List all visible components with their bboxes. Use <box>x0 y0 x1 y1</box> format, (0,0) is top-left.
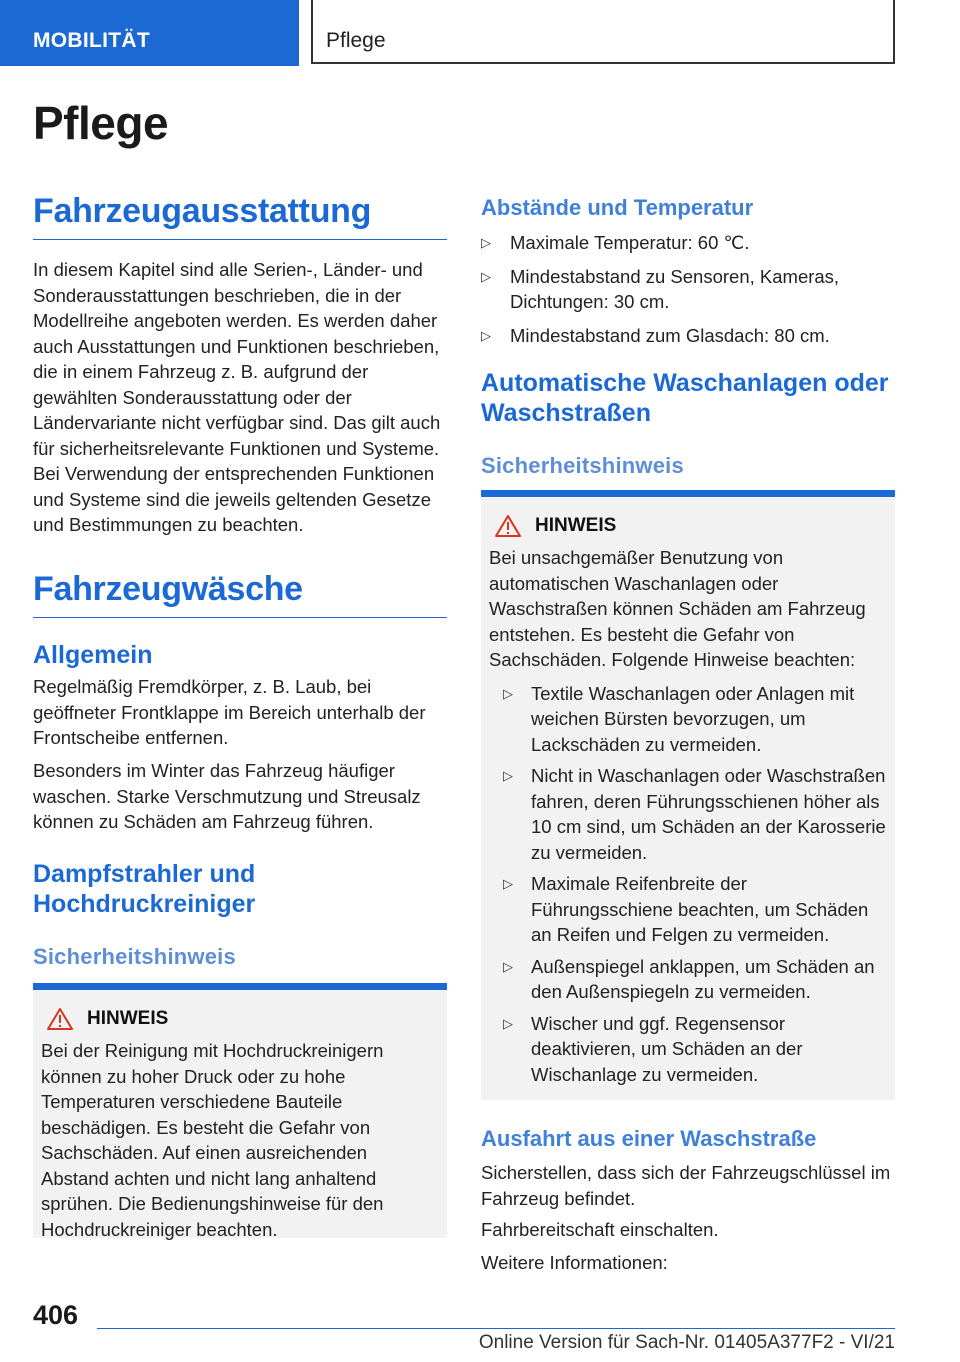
list-item: ▷ Textile Waschanlagen oder Anlagen mit weichen Bürsten bevorzugen, um Lackschäden zu vermeiden. <box>503 682 855 755</box>
list-item: ▷ Mindestabstand zu Sensoren, Kameras, Dichtungen: 30 cm. <box>481 265 840 312</box>
list-item: ▷ Maximale Reifenbreite der Führungsschiene beachten, um Schäden an Reifen und Felgen zu vermeiden. <box>503 873 869 945</box>
heading-waschanlagen: Automatische Waschanlagen oder Waschstraßen <box>481 369 889 427</box>
list-item: ▷ Maximale Temperatur: 60 ℃. <box>481 230 895 256</box>
page-header <box>0 0 960 66</box>
bullet-icon: ▷ <box>503 958 513 974</box>
heading-sicherheitshinweis-left: Sicherheitshinweis <box>33 944 236 969</box>
bullet-icon: ▷ <box>503 685 513 701</box>
paragraph-ausfahrt-2: Fahrbereitschaft einschalten. <box>481 1219 719 1240</box>
bullet-icon: ▷ <box>503 768 513 783</box>
paragraph-ausfahrt-1: Sicherstellen, dass sich der Fahrzeugschlüssel im Fahrzeug befindet. <box>481 1162 891 1209</box>
heading-ausfahrt: Ausfahrt aus einer Waschstraße <box>481 1126 817 1151</box>
bullet-icon: ▷ <box>481 268 491 284</box>
notice-box-waschanlagen <box>481 490 895 1100</box>
warning-triangle-icon <box>495 515 521 537</box>
bullet-icon: ▷ <box>481 327 491 343</box>
list-item: ▷ Wischer und ggf. Regensensor deaktivieren, um Schäden an der Wischanlage zu vermeiden. <box>503 1012 803 1085</box>
paragraph-allgemein-2: Besonders im Winter das Fahrzeug häufiger waschen. Starke Verschmutzung und Streusalz können zu Schäden am Fahrzeug führen. <box>33 760 421 832</box>
footer-divider <box>97 1328 895 1329</box>
notice-header <box>47 1008 439 1030</box>
notice-text: Bei unsachgemäßer Benutzung von automatischen Waschanlagen oder Waschstraßen können Schäden am Fahrzeug entstehen. Es besteht die Gefahr von Sachschäden. Folgende Hinweise beachten: <box>489 547 866 670</box>
notice-label: HINWEIS <box>87 1008 169 1029</box>
bullet-icon: ▷ <box>503 876 513 891</box>
footer-version-text: Online Version für Sach-Nr. 01405A377F2 - VI/21 <box>478 1332 895 1353</box>
bullet-icon: ▷ <box>503 1015 513 1031</box>
paragraph-ausfahrt-3: Weitere Informationen: <box>481 1252 668 1273</box>
heading-dampfstrahler: Dampfstrahler und Hochdruckreiniger <box>33 860 256 918</box>
notice-label: HINWEIS <box>535 515 617 536</box>
heading-abstaende: Abstände und Temperatur <box>481 195 754 220</box>
list-abstaende <box>481 230 895 354</box>
heading-allgemein: Allgemein <box>33 641 153 669</box>
notice-box-hochdruck <box>33 983 447 1238</box>
paragraph-ausstattung: In diesem Kapitel sind alle Serien-, Länder- und Sonderausstattungen beschrieben, die in der Modellreihe angeboten werden. Es werden daher auch Ausstattungen und Funktionen beschrieben, die in einem Fahrzeug z. B. aufgrund der gewählten Sonderausstattung oder der Ländervariante nicht verfügbar sind. Das gilt auch für sicherheitsrelevante Funktionen und Systeme. Bei Verwendung der entsprechenden Funktionen und Systeme sind die jeweils geltenden Gesetze und Bestimmungen zu beachten. <box>33 259 441 535</box>
heading-fahrzeugwaesche: Fahrzeugwäsche <box>33 570 447 618</box>
page-number: 406 <box>33 1300 79 1330</box>
chapter-tab[interactable]: MOBILITÄT <box>0 0 299 66</box>
notice-header <box>495 515 887 537</box>
list-item: ▷ Nicht in Waschanlagen oder Waschstraßen fahren, deren Führungsschienen höher als 10 cm sind, um Schäden an der Karosserie zu vermeiden. <box>503 765 886 863</box>
paragraph-allgemein-1: Regelmäßig Fremdkörper, z. B. Laub, bei geöffneter Frontklappe im Bereich unterhalb der Frontscheibe entfernen. <box>33 676 426 748</box>
warning-triangle-icon <box>47 1008 73 1030</box>
heading-sicherheitshinweis-right: Sicherheitshinweis <box>481 453 684 478</box>
list-item: ▷ Mindestabstand zum Glasdach: 80 cm. <box>481 323 895 349</box>
list-item: ▷ Außenspiegel anklappen, um Schäden an den Außenspiegeln zu vermeiden. <box>503 955 875 1002</box>
bullet-icon: ▷ <box>481 235 491 250</box>
section-tab[interactable]: Pflege <box>311 0 895 64</box>
page-title: Pflege <box>33 97 169 149</box>
notice-list <box>489 681 887 1088</box>
heading-fahrzeugausstattung: Fahrzeugausstattung <box>33 192 447 240</box>
notice-text: Bei der Reinigung mit Hochdruckreinigern können zu hoher Druck oder zu hohe Temperaturen verschiedene Bauteile beschädigen. Es besteht die Gefahr von Sachschäden. Auf einen ausreichenden Abstand achten und nicht lang anhaltend sprühen. Die Bedienungshinweise für den Hochdruckreiniger beachten. <box>41 1040 384 1240</box>
